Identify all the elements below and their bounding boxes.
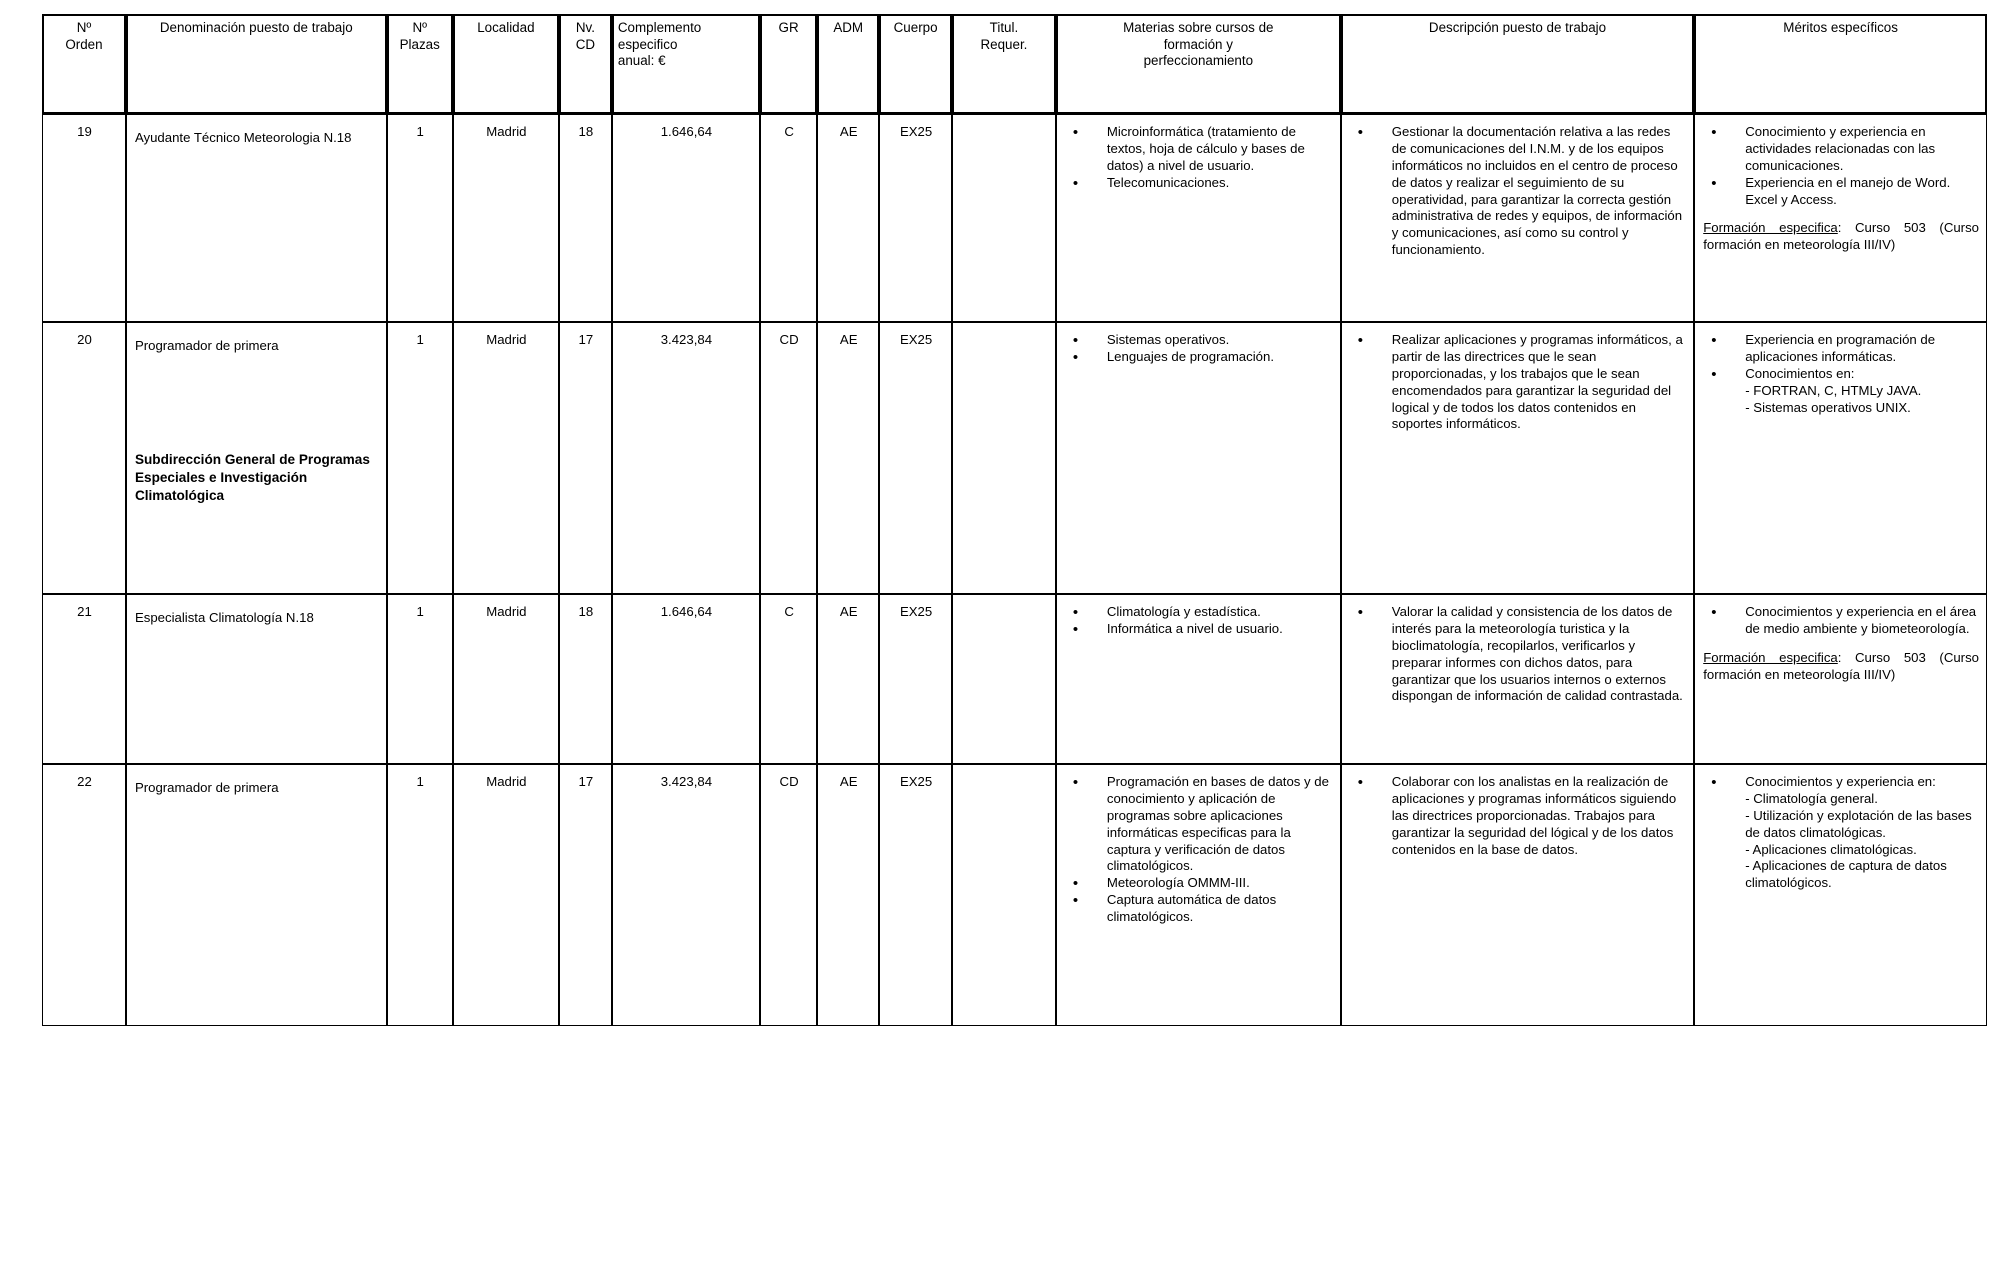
cell-nivel-cd-value: 18	[578, 124, 594, 139]
cell-localidad-value: Madrid	[486, 774, 527, 789]
cell-cuerpo-value: EX25	[899, 124, 933, 139]
column-header-complemento-line1: Complemento	[617, 20, 702, 35]
cell-denominacion	[126, 114, 387, 322]
cell-gr	[760, 764, 817, 1026]
cell-titulacion-value	[953, 115, 1055, 131]
table-row	[42, 764, 1987, 1026]
cell-gr	[760, 114, 817, 322]
bullet-item-line: • Gestionar la documentación relativa a las redes de comunicaciones del I.N.M. y de los equipos informáticos no incluidos en el centro de proceso de datos y realizar el seguimiento de su operatividad, para garantizar la correcta gestión administrativa de redes y equipos, de información y comunicaciones, así como su control y funcionamiento.	[1391, 124, 1683, 258]
cell-plazas-value: 1	[416, 332, 424, 347]
bullet-item-line: • Informática a nivel de usuario.	[1106, 620, 1283, 636]
formacion-especifica	[1703, 220, 1979, 254]
cell-orden-value: 22	[77, 774, 92, 789]
column-header-meritos-label: Méritos específicos	[1783, 20, 1898, 35]
cell-orden-value: 20	[77, 332, 92, 347]
cell-cuerpo-value: EX25	[899, 604, 933, 619]
column-header-cuerpo-label: Cuerpo	[893, 20, 938, 35]
cell-complemento	[612, 764, 760, 1026]
column-header-orden-line1: Nº	[76, 20, 92, 35]
column-header-orden	[42, 14, 126, 114]
cell-gr	[760, 322, 817, 594]
bullet-item-line: • Programación en bases de datos y de conocimiento y aplicación de programas sobre aplicaciones informáticas especificas para la captura y verificación de datos climatológicos.	[1106, 774, 1329, 874]
cell-adm	[817, 114, 879, 322]
bullet-item	[1065, 332, 1333, 349]
bullet-item-line: • Experiencia en el manejo de Word. Excel y Access.	[1745, 174, 1951, 207]
cell-cuerpo	[879, 594, 952, 764]
cell-cuerpo-value: EX25	[899, 332, 933, 347]
column-header-plazas	[387, 14, 453, 114]
bullet-item-line: - Aplicaciones climatológicas.	[1745, 841, 1917, 857]
bullet-item	[1065, 774, 1333, 875]
bullet-item	[1703, 366, 1979, 417]
cell-denominacion	[126, 322, 387, 594]
column-header-adm	[817, 14, 879, 114]
bullet-item-line: • Experiencia en programación de aplicaciones informáticas.	[1745, 332, 1936, 364]
cell-adm-value: AE	[839, 332, 858, 347]
bullet-item-line: • Realizar aplicaciones y programas informáticos, a partir de las directrices que le sean proporcionadas, y los trabajos que le sean encomendados para garantizar la seguridad del logical y de todos los datos contenidos en soportes informáticos.	[1391, 332, 1683, 432]
cell-localidad-value: Madrid	[486, 604, 527, 619]
column-header-orden-line2: Orden	[65, 36, 103, 52]
cell-materias	[1056, 322, 1341, 594]
cell-plazas	[387, 764, 453, 1026]
bullet-item	[1703, 604, 1979, 638]
bullet-item-line: • Conocimientos y experiencia en el área de medio ambiente y biometeorología.	[1745, 604, 1977, 636]
cell-localidad-value: Madrid	[486, 332, 527, 347]
cell-nivel-cd	[559, 114, 612, 322]
bullet-item-line: - FORTRAN, C, HTMLy JAVA.	[1745, 382, 1922, 398]
bullet-list	[1065, 774, 1333, 926]
column-header-titulacion-line2: Requer.	[980, 36, 1028, 52]
bullet-item-line: • Conocimientos y experiencia en:	[1745, 774, 1936, 789]
cell-plazas	[387, 322, 453, 594]
cell-nivel-cd	[559, 764, 612, 1026]
cell-titulacion	[952, 764, 1056, 1026]
cell-orden	[42, 114, 126, 322]
column-header-titulacion-line1: Titul.	[989, 20, 1019, 35]
bullet-list	[1350, 124, 1686, 259]
table-row	[42, 594, 1987, 764]
bullet-item	[1065, 875, 1333, 892]
bullet-item-line: • Conocimientos en:	[1745, 365, 1855, 381]
cell-plazas-value: 1	[416, 774, 424, 789]
column-header-complemento-line3: anual: €	[617, 53, 666, 69]
cell-titulacion-value	[953, 323, 1055, 339]
bullet-item	[1065, 892, 1333, 926]
bullet-list	[1703, 124, 1979, 208]
cell-titulacion	[952, 114, 1056, 322]
cell-plazas	[387, 594, 453, 764]
formacion-especifica-text: : Curso 503 (Curso formación en meteorología III/IV)	[1703, 220, 1979, 253]
cell-gr-value: C	[784, 124, 794, 139]
cell-meritos	[1694, 594, 1987, 764]
column-header-denominacion-label: Denominación puesto de trabajo	[159, 20, 353, 35]
column-header-nivel-cd-line2: CD	[575, 36, 596, 52]
cell-gr-value: C	[784, 604, 794, 619]
column-header-plazas-line1: Nº	[412, 20, 427, 35]
column-header-denominacion	[126, 14, 387, 114]
cell-complemento	[612, 322, 760, 594]
cell-orden	[42, 594, 126, 764]
job-title: Programador de primera	[134, 338, 279, 353]
table-header-row	[42, 14, 1987, 114]
cell-adm	[817, 322, 879, 594]
cell-plazas	[387, 114, 453, 322]
cell-nivel-cd	[559, 594, 612, 764]
formacion-especifica-label: Formación especifica	[1703, 220, 1838, 236]
cell-adm-value: AE	[839, 124, 858, 139]
column-header-materias	[1056, 14, 1341, 114]
cell-meritos	[1694, 322, 1987, 594]
bullet-item-line: • Conocimiento y experiencia en actividades relacionadas con las comunicaciones.	[1745, 124, 1936, 173]
job-title: Programador de primera	[134, 780, 279, 795]
bullet-item-line: • Meteorología OMMM-III.	[1106, 875, 1250, 891]
column-header-gr	[760, 14, 817, 114]
cell-materias	[1056, 594, 1341, 764]
cell-complemento	[612, 114, 760, 322]
bullet-item	[1350, 332, 1686, 433]
cell-cuerpo	[879, 114, 952, 322]
bullet-item-line: - Aplicaciones de captura de datos climatológicos.	[1745, 858, 1947, 891]
cell-cuerpo	[879, 764, 952, 1026]
column-header-localidad-label: Localidad	[477, 20, 535, 35]
cell-descripcion	[1341, 594, 1694, 764]
cell-adm-value: AE	[839, 604, 858, 619]
cell-gr	[760, 594, 817, 764]
bullet-list	[1350, 332, 1686, 433]
column-header-adm-label: ADM	[833, 20, 864, 35]
cell-complemento-value: 3.423,84	[660, 332, 713, 347]
cell-cuerpo	[879, 322, 952, 594]
bullet-list	[1065, 332, 1333, 366]
cell-nivel-cd-value: 18	[578, 604, 594, 619]
bullet-list	[1703, 774, 1979, 892]
cell-gr-value: CD	[779, 774, 799, 789]
bullet-list	[1350, 774, 1686, 858]
bullet-item	[1065, 349, 1333, 366]
bullet-item-line: • Captura automática de datos climatológicos.	[1106, 892, 1277, 925]
bullet-item	[1703, 332, 1979, 366]
cell-orden-value: 19	[77, 124, 92, 139]
cell-titulacion	[952, 594, 1056, 764]
cell-nivel-cd-value: 17	[578, 774, 594, 789]
table-row	[42, 114, 1987, 322]
cell-localidad-value: Madrid	[486, 124, 527, 139]
cell-adm-value: AE	[839, 774, 858, 789]
subsection-heading: Subdirección General de Programas Especiales e Investigación Climatológica	[134, 451, 370, 503]
cell-complemento-value: 3.423,84	[660, 774, 713, 789]
column-header-nivel-cd	[559, 14, 612, 114]
column-header-materias-line2: formación y	[1163, 36, 1233, 52]
cell-orden	[42, 322, 126, 594]
cell-adm	[817, 594, 879, 764]
job-positions-table	[42, 14, 1987, 1026]
job-title: Especialista Climatología N.18	[134, 610, 314, 625]
cell-meritos	[1694, 114, 1987, 322]
bullet-item-line: • Microinformática (tratamiento de textos, hoja de cálculo y bases de datos) a nivel de usuario.	[1106, 124, 1305, 173]
bullet-item-line: • Climatología y estadística.	[1106, 604, 1261, 619]
cell-gr-value: CD	[779, 332, 799, 347]
cell-localidad	[453, 114, 559, 322]
bullet-item	[1703, 774, 1979, 892]
cell-titulacion	[952, 322, 1056, 594]
column-header-nivel-cd-line1: Nv.	[575, 20, 595, 35]
cell-nivel-cd	[559, 322, 612, 594]
table-body	[42, 114, 1987, 1026]
cell-plazas-value: 1	[416, 124, 424, 139]
cell-complemento	[612, 594, 760, 764]
cell-nivel-cd-value: 17	[578, 332, 594, 347]
column-header-localidad	[453, 14, 559, 114]
column-header-gr-label: GR	[778, 20, 799, 35]
bullet-item	[1350, 604, 1686, 705]
cell-denominacion	[126, 764, 387, 1026]
cell-materias	[1056, 114, 1341, 322]
formacion-especifica	[1703, 650, 1979, 684]
bullet-item-line: • Colaborar con los analistas en la realización de aplicaciones y programas informáticos siguiendo las directrices proporcionadas. Trabajos para garantizar la seguridad del lógical y de los datos contenidos en la base de datos.	[1391, 774, 1677, 857]
column-header-meritos	[1694, 14, 1987, 114]
column-header-materias-line3: perfeccionamiento	[1143, 53, 1254, 69]
cell-localidad	[453, 764, 559, 1026]
cell-materias	[1056, 764, 1341, 1026]
cell-meritos	[1694, 764, 1987, 1026]
bullet-item	[1065, 175, 1333, 192]
bullet-item-line: • Sistemas operativos.	[1106, 332, 1230, 347]
cell-descripcion	[1341, 114, 1694, 322]
bullet-list	[1065, 604, 1333, 638]
column-header-complemento-line2: especifico	[617, 36, 678, 52]
cell-denominacion	[126, 594, 387, 764]
cell-titulacion-value	[953, 595, 1055, 611]
cell-plazas-value: 1	[416, 604, 424, 619]
bullet-list	[1350, 604, 1686, 705]
cell-localidad	[453, 322, 559, 594]
column-header-complemento	[612, 14, 760, 114]
bullet-list	[1065, 124, 1333, 192]
bullet-item	[1703, 175, 1979, 209]
cell-titulacion-value	[953, 765, 1055, 781]
column-header-materias-line1: Materias sobre cursos de	[1123, 20, 1274, 35]
table-row	[42, 322, 1987, 594]
column-header-descripcion	[1341, 14, 1694, 114]
bullet-item-line: • Lenguajes de programación.	[1106, 348, 1274, 364]
formacion-especifica-label: Formación especifica	[1703, 649, 1838, 665]
bullet-item	[1065, 604, 1333, 621]
cell-cuerpo-value: EX25	[899, 774, 933, 789]
bullet-item	[1350, 774, 1686, 858]
cell-complemento-value: 1.646,64	[660, 124, 713, 139]
bullet-list	[1703, 604, 1979, 638]
formacion-especifica-text: : Curso 503 (Curso formación en meteorología III/IV)	[1703, 649, 1979, 682]
cell-complemento-value: 1.646,64	[660, 604, 713, 619]
bullet-item-line: • Telecomunicaciones.	[1106, 174, 1230, 190]
bullet-item-line: - Utilización y explotación de las bases de datos climatológicas.	[1745, 807, 1972, 840]
bullet-item-line: - Sistemas operativos UNIX.	[1745, 399, 1911, 415]
bullet-list	[1703, 332, 1979, 416]
column-header-titulacion	[952, 14, 1056, 114]
cell-orden-value: 21	[77, 604, 92, 619]
bullet-item	[1703, 124, 1979, 175]
bullet-item-line: • Valorar la calidad y consistencia de los datos de interés para la meteorología turistica y la bioclimatología, recopilarlos, verificarlos y preparar informes con dichos datos, para garantizar que los usuarios internos o externos dispongan de información de calidad contrastada.	[1391, 604, 1683, 704]
cell-localidad	[453, 594, 559, 764]
bullet-item	[1350, 124, 1686, 259]
bullet-item	[1065, 124, 1333, 175]
column-header-descripcion-label: Descripción puesto de trabajo	[1428, 20, 1607, 35]
bullet-item	[1065, 621, 1333, 638]
cell-descripcion	[1341, 764, 1694, 1026]
column-header-cuerpo	[879, 14, 952, 114]
cell-adm	[817, 764, 879, 1026]
bullet-item-line: - Climatología general.	[1745, 790, 1878, 806]
job-title: Ayudante Técnico Meteorologia N.18	[134, 130, 352, 145]
cell-descripcion	[1341, 322, 1694, 594]
cell-orden	[42, 764, 126, 1026]
column-header-plazas-line2: Plazas	[399, 36, 440, 52]
